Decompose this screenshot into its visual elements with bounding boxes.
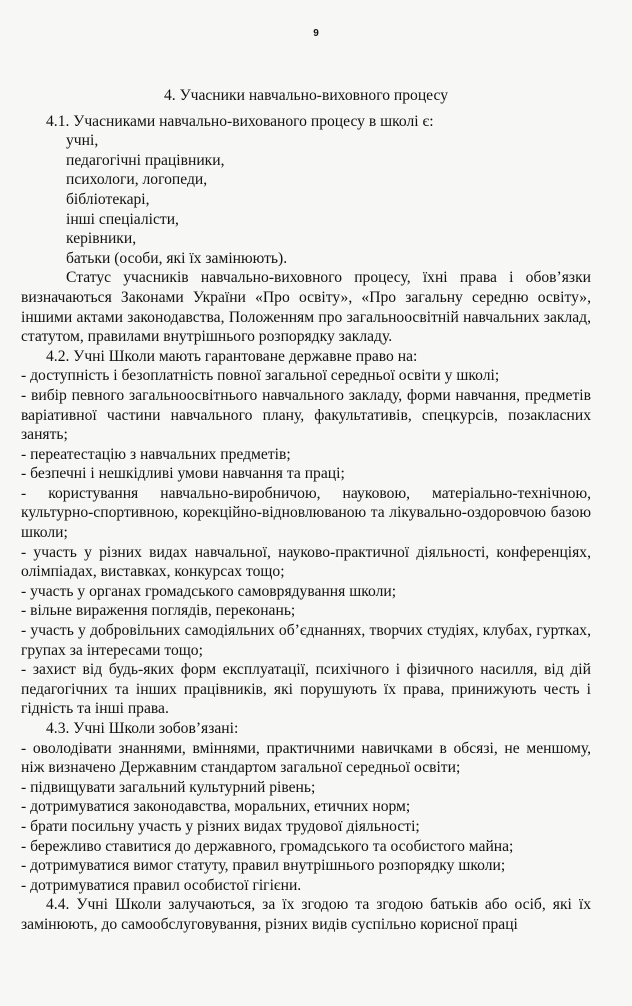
participant-item: інші спеціалісти, [66, 210, 179, 228]
rights-item: - доступність і безоплатність повної загальної середньої освіти у школі; [21, 367, 500, 385]
rights-title: 4.2. Учні Школи мають гарантоване державне право на: [46, 347, 418, 365]
participant-item: учні, [66, 132, 99, 150]
final-paragraph: 4.4. Учні Школи залучаються, за їх згодою та згодою батьків або осіб, які їх замінюють, до самообслуговування, різних видів суспільно корисної праці [21, 896, 591, 933]
duties-item: - дотримуватися вимог статуту, правил внутрішнього розпорядку школи; [21, 857, 506, 875]
rights-item: - користування навчально-виробничою, науковою, матеріально-технічною, культурно-спортивною, корекційно-відновлюваною та лікувально-оздоровчою базою школи; [21, 484, 591, 542]
section-title: 4. Учасники навчально-виховного процесу [163, 87, 448, 104]
duties-item: - брати посильну участь у різних видах трудової діяльності; [21, 817, 420, 835]
document-body [21, 86, 591, 935]
duties-item: - дотримуватися законодавства, моральних, етичних норм; [21, 798, 411, 816]
rights-item: - участь у різних видах навчальної, науково-практичної діяльності, конференціях, олімпіадах, виставках, конкурсах тощо; [21, 543, 591, 581]
participant-item: керівники, [66, 230, 137, 248]
participant-item: педагогічні працівники, [66, 151, 225, 169]
page-number: 9 [313, 28, 319, 39]
rights-item: - участь у органах громадського самоврядування школи; [21, 582, 397, 600]
duties-list [21, 739, 591, 896]
rights-item: - вільне вираження поглядів, переконань; [21, 602, 296, 620]
rights-item: - переатестацію з навчальних предметів; [21, 445, 291, 463]
rights-item: - безпечні і нешкідливі умови навчання та праці; [21, 465, 345, 483]
participant-item: психологи, логопеди, [66, 171, 208, 189]
rights-item: - вибір певного загальноосвітнього навчального закладу, форми навчання, предметів варіативної частини навчального плану, факультативів, спецкурсів, позакласних занять; [21, 386, 591, 444]
status-paragraph: Статус учасників навчально-виховного процесу, їхні права і обов’язки визначаються Законами України «Про освіту», «Про загальну середню освіту», іншими актами законодавства, Положенням про загальноосвітній навчальних заклад, статутом, правилами внутрішнього розпорядку закладу. [21, 269, 591, 346]
rights-item: - захист від будь-яких форм експлуатації, психічного і фізичного насилля, від дій педагогічних та інших працівників, які порушують їх права, принижують честь і гідність та інші права. [21, 661, 591, 718]
participant-item: батьки (особи, які їх замінюють). [66, 249, 288, 267]
rights-item: - участь у добровільних самодіяльних об’єднаннях, творчих студіях, клубах, гуртках, групах за інтересами тощо; [21, 622, 591, 659]
rights-list [21, 366, 591, 719]
participant-item: бібліотекарі, [66, 190, 150, 208]
duties-item: - бережливо ставитися до державного, громадського та особистого майна; [21, 837, 514, 855]
duties-item: - дотримуватися правил особистої гігієни. [21, 876, 302, 894]
duties-item: - оволодівати знаннями, вміннями, практичними навичками в обсязі, не меншому, ніж визначено Державним стандартом загальної середньої освіти; [21, 739, 591, 777]
duties-item: - підвищувати загальний культурний рівень; [21, 778, 316, 796]
duties-title: 4.3. Учні Школи зобов’язані: [46, 720, 239, 737]
participants-list [21, 131, 591, 268]
participants-intro: 4.1. Учасниками навчально-вихованого процесу в школі є: [46, 112, 434, 130]
